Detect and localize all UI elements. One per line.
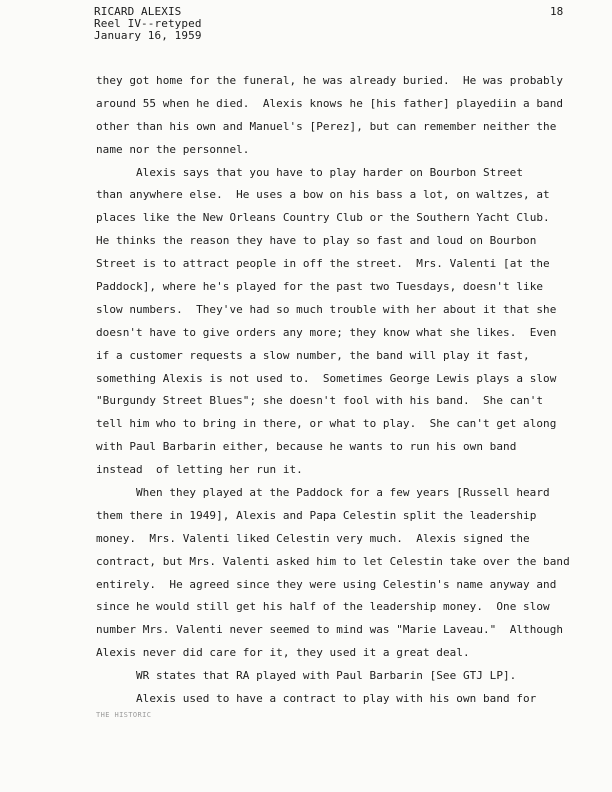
page-number: 18 <box>550 5 564 18</box>
text-line: tell him who to bring in there, or what to play. She can't get along <box>96 417 557 431</box>
text-line: instead of letting her run it. <box>96 463 303 477</box>
text-line: contract, but Mrs. Valenti asked him to let Celestin take over the band <box>96 554 570 568</box>
text-line: number Mrs. Valenti never seemed to mind was "Marie Laveau." Although <box>96 623 564 637</box>
archive-stamp: THE HISTORIC <box>96 711 152 719</box>
header-reel: Reel IV--retyped <box>94 17 202 30</box>
text-line: with Paul Barbarin either, because he wants to run his own band <box>96 440 517 454</box>
text-line: Street is to attract people in off the street. Mrs. Valenti [at the <box>96 257 550 271</box>
text-line: places like the New Orleans Country Club or the Southern Yacht Club. <box>96 211 550 225</box>
text-line: He thinks the reason they have to play so fast and loud on Bourbon <box>96 234 537 248</box>
text-line: since he would still get his half of the leadership money. One slow <box>96 600 550 614</box>
text-line: Paddock], where he's played for the past two Tuesdays, doesn't like <box>96 280 544 294</box>
text-line: than anywhere else. He uses a bow on his bass a lot, on waltzes, at <box>96 188 550 202</box>
text-line: they got home for the funeral, he was already buried. He was probably <box>96 74 564 87</box>
text-line: Alexis never did care for it, they used it a great deal. <box>96 646 470 660</box>
text-line: something Alexis is not used to. Sometimes George Lewis plays a slow <box>96 371 557 385</box>
text-line: Alexis used to have a contract to play with his own band for <box>136 692 537 706</box>
header-name: RICARD ALEXIS <box>94 5 182 18</box>
text-line: When they played at the Paddock for a few years [Russell heard <box>136 486 550 500</box>
text-line: doesn't have to give orders any more; they know what she likes. Even <box>96 325 557 339</box>
text-line: entirely. He agreed since they were using Celestin's name anyway and <box>96 577 557 591</box>
text-line: around 55 when he died. Alexis knows he [his father] playediin a band <box>96 96 564 110</box>
text-line: Alexis says that you have to play harder on Bourbon Street <box>136 165 524 179</box>
text-line: them there in 1949], Alexis and Papa Celestin split the leadership <box>96 508 537 522</box>
header-date: January 16, 1959 <box>94 29 202 42</box>
transcript-body <box>96 70 586 711</box>
text-line: other than his own and Manuel's [Perez], but can remember neither the <box>96 119 557 133</box>
text-line: slow numbers. They've had so much trouble with her about it that she <box>96 302 557 316</box>
text-line: "Burgundy Street Blues"; she doesn't fool with his band. She can't <box>96 394 544 408</box>
text-line: WR states that RA played with Paul Barbarin [See GTJ LP]. <box>136 669 517 683</box>
text-line: money. Mrs. Valenti liked Celestin very much. Alexis signed the <box>96 531 530 545</box>
text-line: if a customer requests a slow number, the band will play it fast, <box>96 348 530 362</box>
text-line: name nor the personnel. <box>96 142 250 156</box>
